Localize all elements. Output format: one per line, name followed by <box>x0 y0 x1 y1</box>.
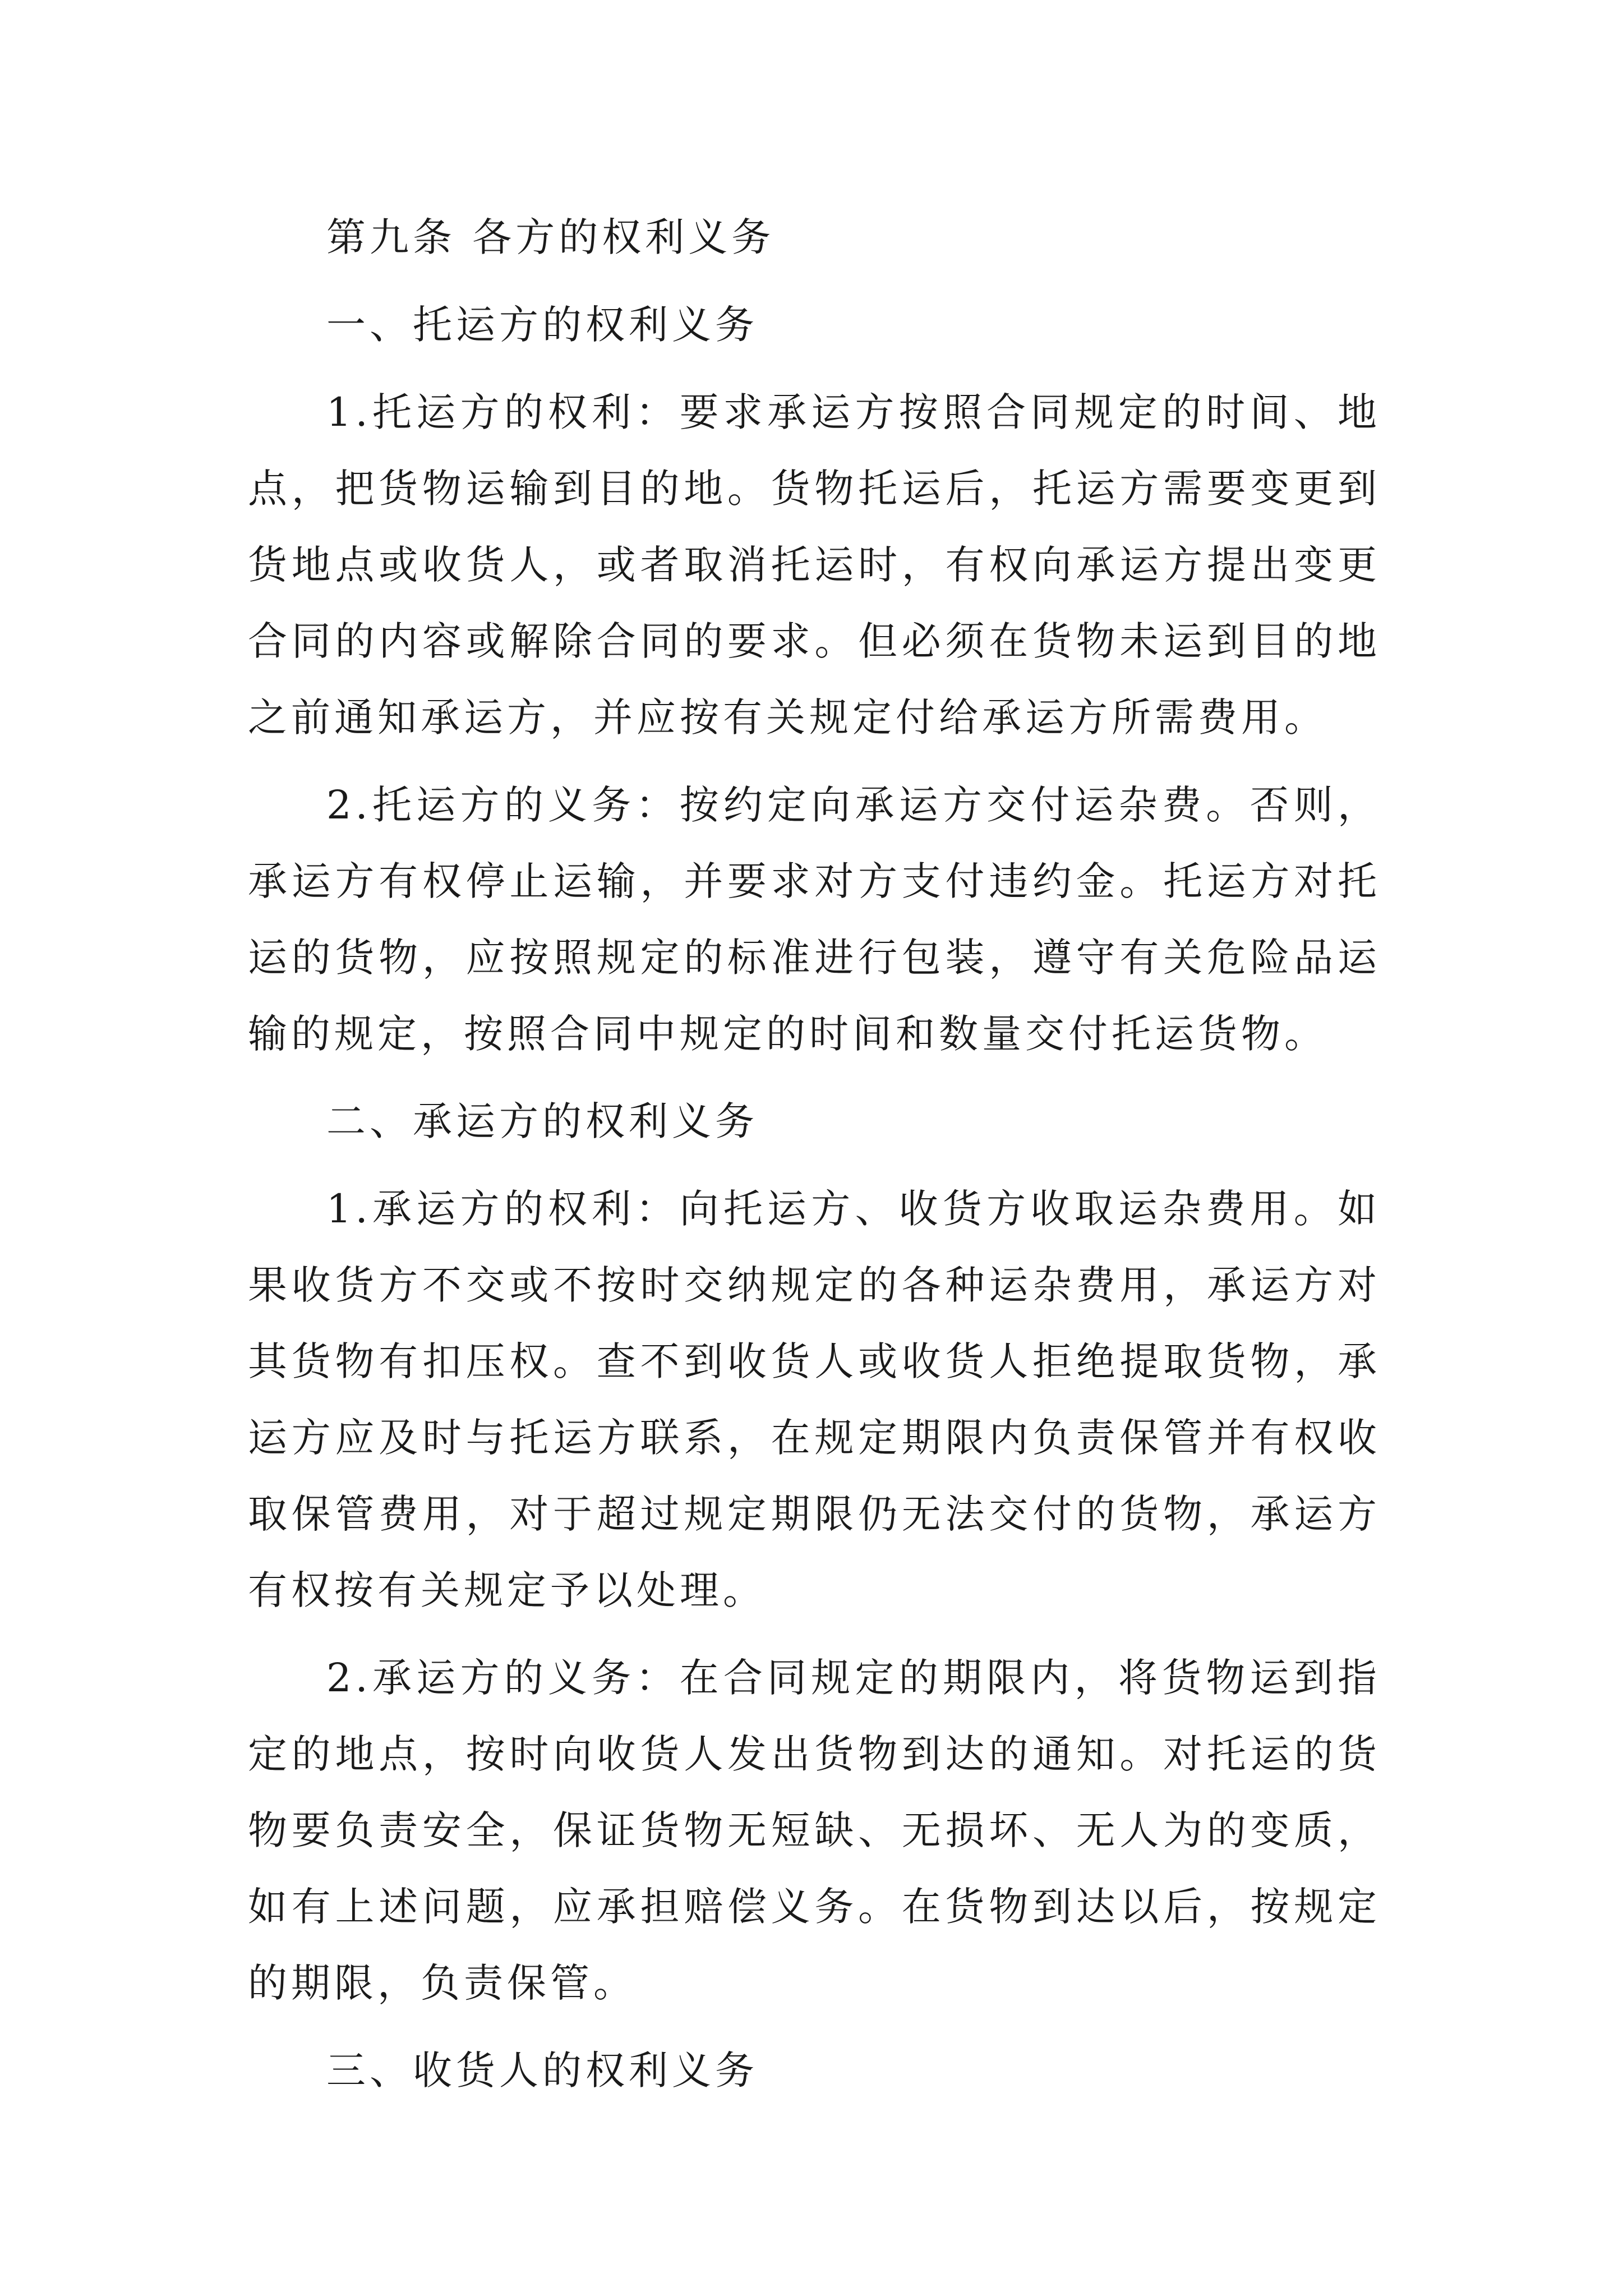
carrier-rights-paragraph: 1.承运方的权利：向托运方、收货方收取运杂费用。如果收货方不交或不按时交纳规定的各种运杂费用，承运方对其货物有扣压权。查不到收货人或收货人拒绝提取货物，承运方应及时与托运方联系，在规定期限内负责保管并有权收取保管费用，对于超过规定期限仍无法交付的货物，承运方有权按有关规定予以处理。 <box>248 1186 1381 1613</box>
article-heading: 第九条 各方的权利义务 <box>326 214 775 260</box>
carrier-obligations-paragraph: 2.承运方的义务：在合同规定的期限内，将货物运到指定的地点，按时向收货人发出货物到达的通知。对托运的货物要负责安全，保证货物无短缺、无损坏、无人为的变质，如有上述问题，应承担赔偿义务。在货物到达以后，按规定的期限，负责保管。 <box>248 1655 1381 2006</box>
shipper-obligations-paragraph: 2.托运方的义务：按约定向承运方交付运杂费。否则，承运方有权停止运输，并要求对方支付违约金。托运方对托运的货物，应按照规定的标准进行包装，遵守有关危险品运输的规定，按照合同中规定的时间和数量交付托运货物。 <box>248 782 1381 1057</box>
document-body <box>248 199 1381 2109</box>
section-heading-carrier: 二、承运方的权利义务 <box>326 1098 758 1144</box>
shipper-rights-paragraph: 1.托运方的权利：要求承运方按照合同规定的时间、地点，把货物运输到目的地。货物托运后，托运方需要变更到货地点或收货人，或者取消托运时，有权向承运方提出变更合同的内容或解除合同的要求。但必须在货物未运到目的地之前通知承运方，并应按有关规定付给承运方所需费用。 <box>248 389 1381 740</box>
section-heading-consignee: 三、收货人的权利义务 <box>326 2047 758 2093</box>
section-heading-shipper: 一、托运方的权利义务 <box>326 302 758 348</box>
